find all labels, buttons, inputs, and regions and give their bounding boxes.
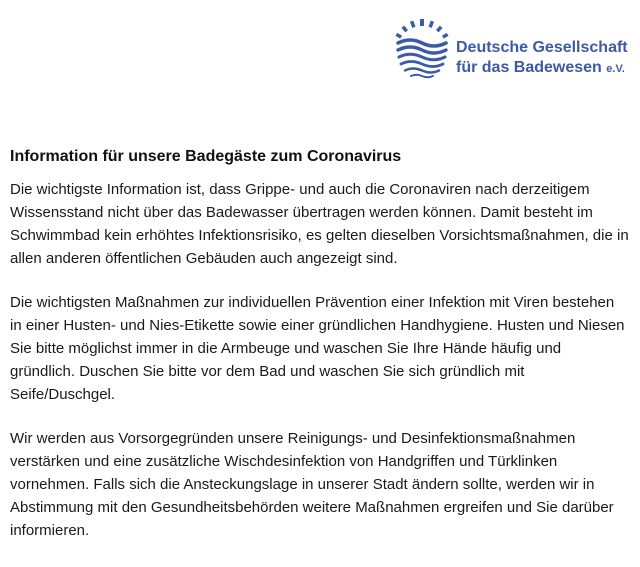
document-title: Information für unsere Badegäste zum Coronavirus [10, 148, 402, 165]
paragraph-2-text: Die wichtigsten Maßnahmen zur individuellen Prävention einer Infektion mit Viren bestehen in einer Husten- und Nies-Etikette sowie einer gründlichen Handhygiene. Husten und Niesen Sie bitte möglichst immer in die Armbeuge und waschen Sie Ihre Hände häufig und gründlich. Duschen Sie bitte vor dem Bad und waschen Sie sich gründlich mit Seife/Duschgel. [10, 294, 625, 403]
logo-line-2-text: für das Badewesen [456, 59, 602, 76]
paragraph-3: Wir werden aus Vorsorgegründen unsere Reinigungs- und Desinfektionsmaßnahmen verstärken und eine zusätzliche Wischdesinfektion von Handgriffen und Türklinken vornehmen. Falls sich die Ansteckungslage in unserer Stadt ändern sollte, werden wir in Abstimmung mit den Gesundheitsbehörden weitere Maßnahmen ergreifen und Sie darüber informieren. [10, 430, 614, 539]
logo-suffix: e.V. [606, 63, 625, 75]
document-body [10, 146, 630, 563]
paragraph-2 [10, 291, 630, 406]
organization-logo [394, 18, 634, 80]
logo-text [456, 38, 628, 79]
waves-logo-icon [394, 18, 450, 80]
paragraph-1: Die wichtigste Information ist, dass Grippe- und auch die Coronaviren nach derzeitigem Wissensstand nicht über das Badewasser übertragen werden können. Damit besteht im Schwimmbad kein erhöhtes Infektionsrisiko, es gelten dieselben Vorsichtsmaßnahmen, die in allen anderen öffentlichen Gebäuden auch angezeigt sind. [10, 181, 629, 267]
logo-line-1: Deutsche Gesellschaft [456, 39, 628, 56]
logo-line-2 [456, 58, 628, 79]
